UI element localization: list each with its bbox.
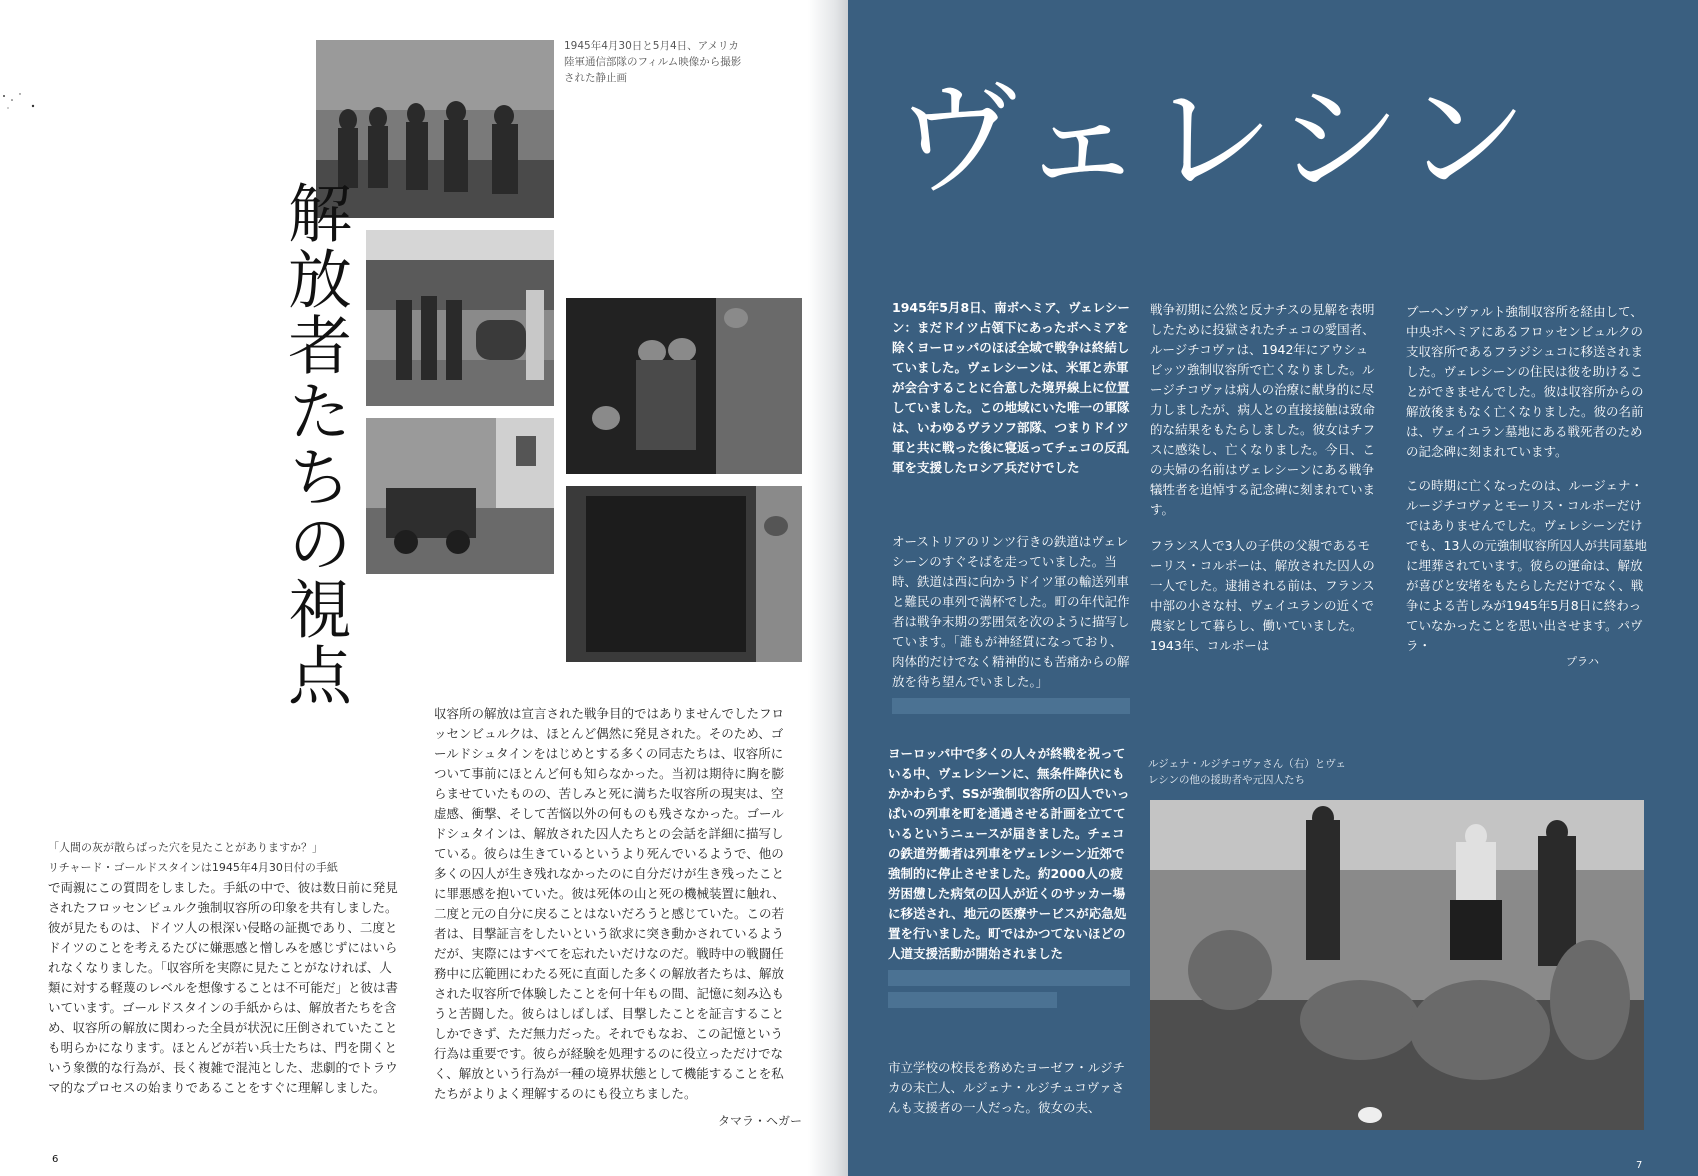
left-column-2 (434, 704, 792, 1104)
body-text: 戦争初期に公然と反ナチスの見解を表明したために投獄されたチェコの愛国者、ルージチコヴァは、1942年にアウシュビッツ強制収容所で亡くなりました。ルージチコヴァは病人の治療に献身的に尽力しましたが、病人との直接接触は致命的な結果をもたらしました。彼女はチフスに感染し、亡くなりました。今日、この夫婦の名前はヴェレシーンにある戦争犠牲者を追悼する記念碑に刻まれています。 (1150, 302, 1376, 517)
author-signature: タマラ・ヘガー (718, 1114, 803, 1128)
right-column-2b (1150, 536, 1380, 656)
page-title-right: ヴェレシン (895, 68, 1534, 212)
signature-city: プラハ (1566, 655, 1599, 668)
body-text: 市立学校の校長を務めたヨーゼフ・ルジチカの未亡人、ルジェナ・ルジチュコヴァさんも支援者の一人だった。彼女の夫、 (888, 1060, 1125, 1115)
body-text: ブーヘンヴァルト強制収容所を経由して、中央ボヘミアにあるフロッセンビュルクの支収容所であるフラジシュコに移送されました。ヴェレシーンの住民は彼を助けることができませんでした。彼は収容所からの解放後まもなく亡くなりました。彼の名前は、ヴェイユラン墓地にある戦死者のための記念碑に刻まれています。 (1406, 304, 1644, 459)
body-text: 1945年5月8日、南ボヘミア、ヴェレシーン：まだドイツ占領下にあったボヘミアを除くヨーロッパのほぼ全域で戦争は終結していました。ヴェレシーンは、米軍と赤軍が会合することに合意した境界線上に位置していました。この地域にいた唯一の軍隊は、いわゆるヴラソフ部隊、つまりドイツ軍と共に戦った後に寝返ってチェコの反乱軍を支援したロシア兵だけでした (892, 300, 1130, 475)
page-number-right: 7 (1636, 1160, 1643, 1171)
photo-helpers-prisoners (1150, 800, 1644, 1130)
quote: 「人間の灰が散らばった穴を見たことがありますか？」 (48, 841, 323, 854)
photo-caption: 1945年4月30日と5月4日、アメリカ陸軍通信部隊のフィルム映像から撮影された静止画 (564, 40, 742, 84)
body-text: 収容所の解放は宣言された戦争目的ではありませんでしたフロッセンビュルクは、ほとんど偶然に発見された。そのため、ゴールドシュタインをはじめとする多くの同志たちは、収容所について事前にほとんど何も知らなかった。当初は期待に胸を膨らませていたものの、苦しみと死に満ちた収容所の現実は、空虚感、衝撃、そして苦悩以外の何ものも残さなかった。ゴールドシュタインは、解放された囚人たちとの会話を詳細に描写している。彼らは生きているというより死んでいるようで、他の多くの囚人が生き残れなかったのに自分だけが生き残ったことに罪悪感を抱いていた。彼は死体の山と死の機械装置に触れ、二度と元の自分に戻ることはないだろうと感じていた。この若者は、目撃証言をしたいという欲求に突き動かされているようだが、実際にはすべてを忘れたいだけなのだ。戦時中の戦闘任務中に広範囲にわたる死に直面した多くの解放者たちは、解放された収容所で体験したことを何十年もの間、記憶に刻み込もうと苦闘した。彼らはしばしば、目撃したことを証言することしかできず、ただ無力だった。それでもなお、この記憶という行為は重要です。彼らが経験を処理するのに役立っただけでなく、解放という行為が一種の境界状態として機能することを私たちがよりよく理解するのにも役立ちました。 (434, 706, 785, 1101)
body-text: オーストリアのリンツ行きの鉄道はヴェレシーンのすぐそばを走っていました。当時、鉄道は西に向かうドイツ軍の輸送列車と難民の車列で満杯でした。町の年代記作者は戦争末期の雰囲気を次のように描写しています。「誰もが神経質になっており、肉体的だけでなく精神的にも苦痛からの解放を待ち望んでいました。」 (892, 534, 1130, 689)
right-column-1c (888, 744, 1130, 1014)
right-column-3b (1406, 476, 1650, 656)
photo-caption-right: ルジェナ・ルジチコヴァさん（右）とヴェレシンの他の援助者や元囚人たち (1148, 758, 1346, 786)
photo-soldiers-street (366, 230, 554, 406)
right-column-1d (888, 1058, 1128, 1118)
intro-line: リチャード・ゴールドスタインは1945年4月30日付の手紙 (48, 861, 338, 874)
left-column-1 (48, 838, 404, 1098)
body-text: で両親にこの質問をしました。手紙の中で、彼は数日前に発見されたフロッセンビュルク強制収容所の印象を共有しました。彼が見たものは、ドイツ人の根深い侵略の証拠であり、二度とドイツのことを考えるたびに嫌悪感と憎しみを感じずにはいられなくなりました。「収容所を実際に見たことがなければ、人類に対する軽蔑のレベルを想像することは不可能だ」と彼は書いています。ゴールドスタインの手紙からは、解放者たちを含め、収容所の解放に関わった全員が状況に圧倒されていたことも明らかになります。ほとんどが若い兵士たちは、門を開くという象徴的な行為が、長く複雑で混沌とした、悲劇的でトラウマ的なプロセスの始まりであることをすぐに理解しました。 (48, 880, 399, 1095)
right-column-1b (892, 532, 1130, 720)
page-number: 6 (52, 1154, 59, 1165)
right-column-1 (892, 298, 1130, 478)
photo-doorway-soldiers (566, 298, 802, 474)
right-column-3 (1406, 302, 1650, 462)
photo-jeep (366, 418, 554, 574)
photo-dark-doorway (566, 486, 802, 662)
page-title: 解放者たちの視点 (277, 180, 351, 708)
left-page (0, 0, 848, 1176)
redaction-bar (892, 698, 1130, 714)
body-text: ヨーロッパ中で多くの人々が終戦を祝っている中、ヴェレシーンに、無条件降伏にもかかわらず、SSが強制収容所の囚人でいっぱいの列車を町を通過させる計画を立てているというニュースが届きました。チェコの鉄道労働者は列車をヴェレシーン近郊で強制的に停止させました。約2000人の疲労困憊した病気の囚人が近くのサッカー場に移送され、地元の医療サービスが応急処置を行いました。町ではかつてないほどの人道支援活動が開始されました (888, 746, 1130, 961)
right-column-2 (1150, 300, 1380, 520)
redaction-bar (888, 970, 1130, 986)
speckle-marks (0, 90, 40, 130)
body-text: この時期に亡くなったのは、ルージェナ・ルージチコヴァとモーリス・コルボーだけではありませんでした。ヴェレシーンだけでも、13人の元強制収容所囚人が共同墓地に埋葬されています。彼らの運命は、解放が喜びと安堵をもたらしただけでなく、戦争による苦しみが1945年5月8日に終わっていなかったことを思い出させます。パヴラ・ (1406, 478, 1647, 653)
redaction-bar (888, 992, 1057, 1008)
body-text: フランス人で3人の子供の父親であるモーリス・コルボーは、解放された囚人の一人でした。逮捕される前は、フランス中部の小さな村、ヴェイユランの近くで農家として暮らし、働いていました。1943年、コルボーは (1150, 538, 1375, 653)
